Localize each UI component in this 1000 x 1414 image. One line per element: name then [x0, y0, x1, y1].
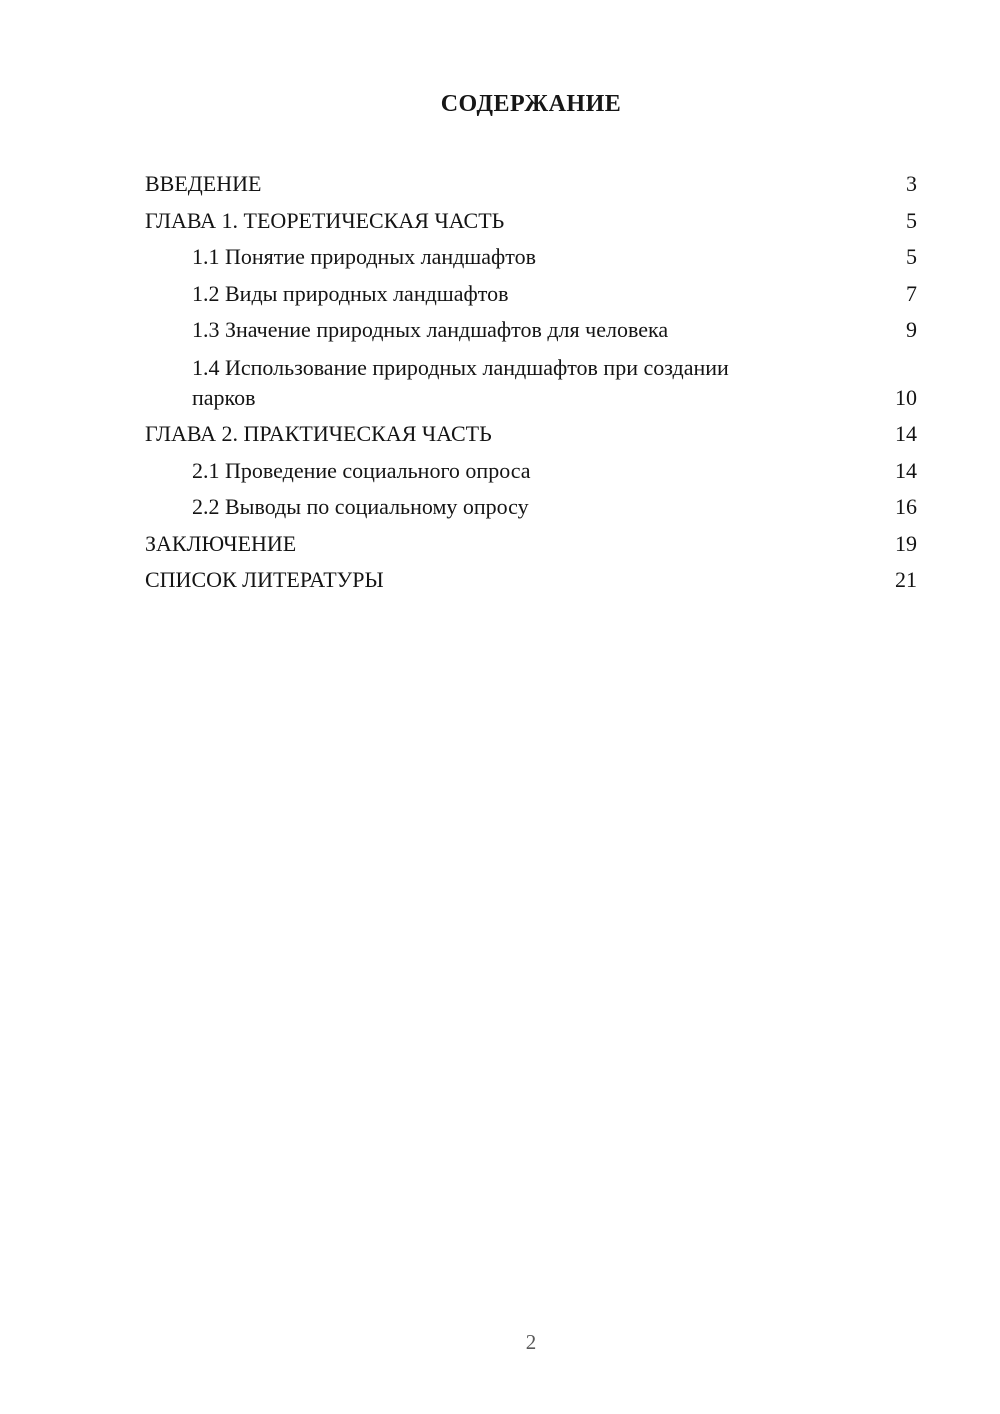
toc-entry-label: 2.2 Выводы по социальному опросу: [192, 494, 529, 520]
toc-entry-2-1: [145, 453, 917, 490]
toc-entry-1-4: [145, 349, 917, 416]
toc-entry-page: 7: [906, 280, 917, 306]
toc-entry-label: ВВЕДЕНИЕ: [145, 171, 262, 196]
toc-entry-1-3: [145, 312, 917, 349]
toc-entry-1-2: [145, 276, 917, 313]
toc-entry-2-2: [145, 489, 917, 526]
toc-entry-page: 14: [895, 457, 917, 483]
toc-entry-label: 1.3 Значение природных ландшафтов для человека: [192, 317, 669, 343]
toc-entry-page: 14: [895, 420, 917, 446]
toc-entry-1-1: [145, 239, 917, 276]
toc-entry-page: 3: [906, 171, 917, 196]
toc-entry-page: 19: [895, 530, 917, 556]
toc-entry-label: СПИСОК ЛИТЕРАТУРЫ: [145, 567, 384, 593]
table-of-contents: [145, 166, 917, 599]
toc-entry-bibliography: [145, 562, 917, 599]
toc-entry-label: 1.2 Виды природных ландшафтов: [192, 280, 509, 306]
toc-entry-label: [145, 353, 729, 413]
toc-entry-page: 16: [895, 494, 917, 520]
toc-entry-page: 21: [895, 567, 917, 593]
toc-entry-label: ГЛАВА 2. ПРАКТИЧЕСКАЯ ЧАСТЬ: [145, 420, 492, 446]
toc-entry-page: 9: [906, 317, 917, 343]
toc-entry-label: 1.1 Понятие природных ландшафтов: [192, 244, 536, 270]
toc-entry-label-line2: парков: [192, 384, 256, 410]
toc-entry-introduction: [145, 166, 917, 203]
toc-entry-chapter1: [145, 203, 917, 240]
toc-entry-label: 2.1 Проведение социального опроса: [192, 457, 531, 483]
toc-entry-label-line1: 1.4 Использование природных ландшафтов при создании: [192, 354, 729, 380]
toc-entry-label: ГЛАВА 1. ТЕОРЕТИЧЕСКАЯ ЧАСТЬ: [145, 207, 505, 233]
toc-entry-page: 10: [895, 384, 917, 410]
page-number: 2: [525, 1330, 537, 1354]
toc-entry-page: 5: [906, 207, 917, 233]
toc-entry-label: ЗАКЛЮЧЕНИЕ: [145, 530, 297, 556]
page-title: СОДЕРЖАНИЕ: [440, 91, 622, 117]
toc-entry-page: 5: [906, 244, 917, 270]
toc-entry-chapter2: [145, 416, 917, 453]
toc-entry-conclusion: [145, 526, 917, 563]
